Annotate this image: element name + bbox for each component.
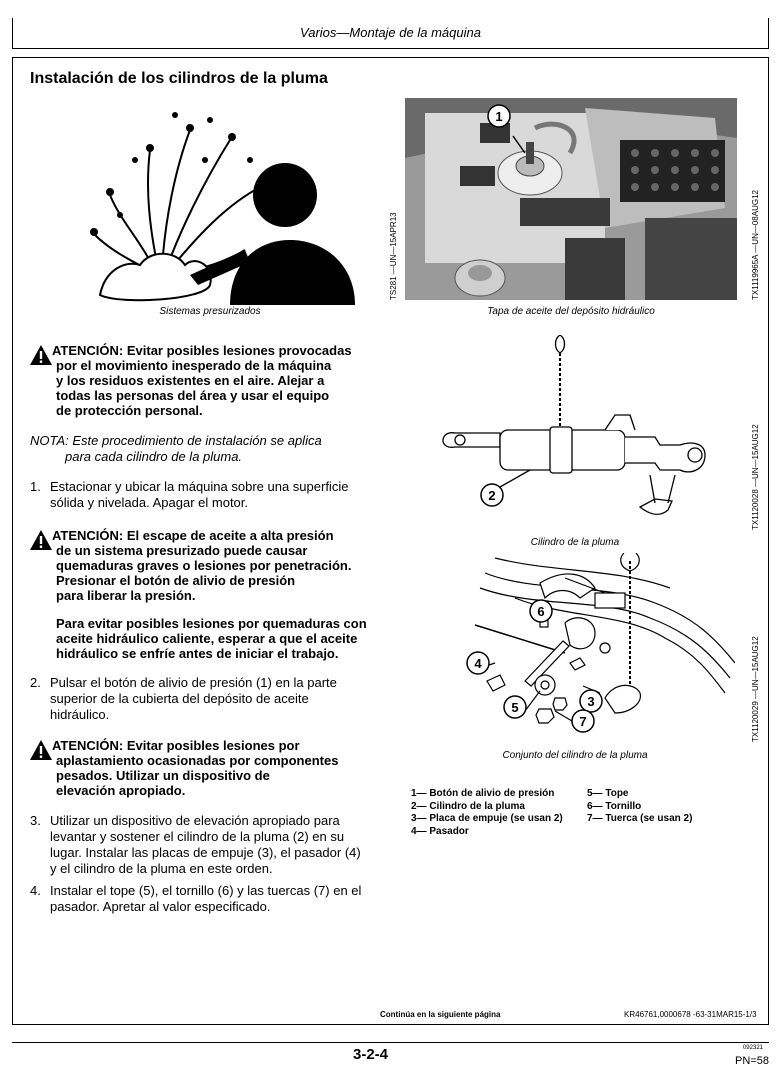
warning-1-line: de protección personal.: [56, 403, 203, 418]
note-line: para cada cilindro de la pluma.: [65, 449, 243, 464]
warning-triangle-icon: [30, 345, 52, 365]
warning-3-line: elevación apropiado.: [56, 783, 186, 798]
callout-2: 2: [488, 488, 496, 503]
step-line: hidráulico.: [50, 707, 110, 722]
figure-code-pressurized: TS281 —UN—15APR13: [389, 212, 398, 300]
step-line: lugar. Instalar las placas de empuje (3), el pasador (4): [50, 845, 361, 860]
pn-number: PN=58: [735, 1055, 769, 1067]
header-title: Varios—Montaje de la máquina: [300, 25, 481, 40]
warning-1-line: y los residuos existentes en el aire. Alejar a: [56, 373, 325, 388]
pressurized-system-illustration: [80, 100, 380, 305]
continue-text: Continúa en la siguiente página: [380, 1010, 501, 1019]
figure-code-assembly: TX1120029 —UN—15AUG12: [751, 636, 760, 742]
legend-item: 7— Tuerca (se usan 2): [587, 813, 693, 824]
warning-2b-line: aceite hidráulico caliente, esperar a que el aceite: [56, 631, 358, 646]
figure-code-boom-cylinder: TX1120028 —UN—15AUG12: [751, 424, 760, 530]
step-line: pasador. Apretar al valor especificado.: [50, 899, 271, 914]
step-number: 3.: [30, 813, 41, 828]
step-line: superior de la cubierta del depósito de aceite: [50, 691, 309, 706]
callout-4: 4: [474, 656, 482, 671]
warning-3-line: pesados. Utilizar un dispositivo de: [56, 768, 270, 783]
caption-oil-cap: Tapa de aceite del depósito hidráulico: [487, 306, 655, 317]
legend-item: 6— Tornillo: [587, 800, 642, 812]
callout-6: 6: [537, 604, 545, 619]
caption-assembly: Conjunto del cilindro de la pluma: [502, 750, 648, 761]
legend-right: [587, 788, 692, 826]
boom-cylinder-assembly-illustration: [455, 553, 735, 743]
section-title: Instalación de los cilindros de la pluma: [30, 70, 328, 87]
warning-2-line: para liberar la presión.: [56, 588, 196, 603]
step-line: Utilizar un dispositivo de elevación apropiado para: [50, 813, 340, 828]
callout-7: 7: [579, 714, 587, 729]
legend-item: 2— Cilindro de la pluma: [411, 800, 525, 812]
step-line: y el cilindro de la pluma en este orden.: [50, 861, 273, 876]
callout-3: 3: [587, 694, 595, 709]
step-line: levantar y sostener el cilindro de la pluma (2) en su: [50, 829, 345, 844]
warning-2-line: ATENCIÓN: El escape de aceite a alta presión: [52, 528, 334, 543]
warning-2-line: quemaduras graves o lesiones por penetración.: [56, 558, 352, 573]
warning-machine-movement: [30, 343, 352, 418]
warning-1-line: ATENCIÓN: Evitar posibles lesiones provocadas: [52, 343, 352, 358]
legend-item: 5— Tope: [587, 788, 629, 799]
warning-triangle-icon: [30, 740, 52, 760]
step-number: 2.: [30, 675, 41, 690]
header-box: [12, 18, 769, 49]
legend-item: 1— Botón de alivio de presión: [411, 788, 555, 799]
warning-2-line: Presionar el botón de alivio de presión: [56, 573, 296, 588]
legend-left: [411, 788, 563, 838]
revision-code: 092321: [742, 1045, 763, 1051]
legend-item: 4— Pasador: [411, 825, 469, 837]
callout-1: 1: [495, 109, 503, 124]
warning-2b-line: Para evitar posibles lesiones por quemaduras con: [56, 616, 367, 631]
step-line: Instalar el tope (5), el tornillo (6) y las tuercas (7) en el: [50, 883, 362, 898]
legend-item: 3— Placa de empuje (se usan 2): [411, 813, 563, 824]
step-line: sólida y nivelada. Apagar el motor.: [50, 495, 249, 510]
step-line: Pulsar el botón de alivio de presión (1) en la parte: [50, 675, 337, 690]
note-line: NOTA: Este procedimiento de instalación se aplica: [30, 433, 322, 448]
figure-code-oil-cap: TX1119965A —UN—08AUG12: [751, 190, 760, 300]
note: [30, 433, 322, 465]
warning-2-line: de un sistema presurizado puede causar: [56, 543, 308, 558]
step-line: Estacionar y ubicar la máquina sobre una superficie: [50, 479, 349, 494]
boom-cylinder-illustration: [420, 335, 740, 530]
page-number: 3-2-4: [353, 1046, 389, 1063]
warning-3-line: aplastamiento ocasionadas por componentes: [56, 753, 339, 768]
warning-2b-line: hidráulico se enfríe antes de iniciar el trabajo.: [56, 646, 339, 661]
callout-5: 5: [511, 700, 519, 715]
step-number: 1.: [30, 479, 41, 494]
warning-3-line: ATENCIÓN: Evitar posibles lesiones por: [52, 738, 300, 753]
warning-1-line: por el movimiento inesperado de la máquina: [56, 358, 332, 373]
step-number: 4.: [30, 883, 41, 898]
bottom-rule: [12, 1042, 769, 1043]
warning-1-line: todas las personas del área y usar el equipo: [56, 388, 330, 403]
document-reference: KR46761,0000678 -63-31MAR15-1/3: [624, 1010, 757, 1019]
warning-crushing: [30, 738, 338, 798]
warning-triangle-icon: [30, 530, 52, 550]
caption-boom-cylinder: Cilindro de la pluma: [530, 537, 620, 548]
oil-cap-photo: [405, 98, 737, 300]
caption-pressurized: Sistemas presurizados: [159, 306, 261, 317]
warning-high-pressure: [30, 528, 367, 661]
